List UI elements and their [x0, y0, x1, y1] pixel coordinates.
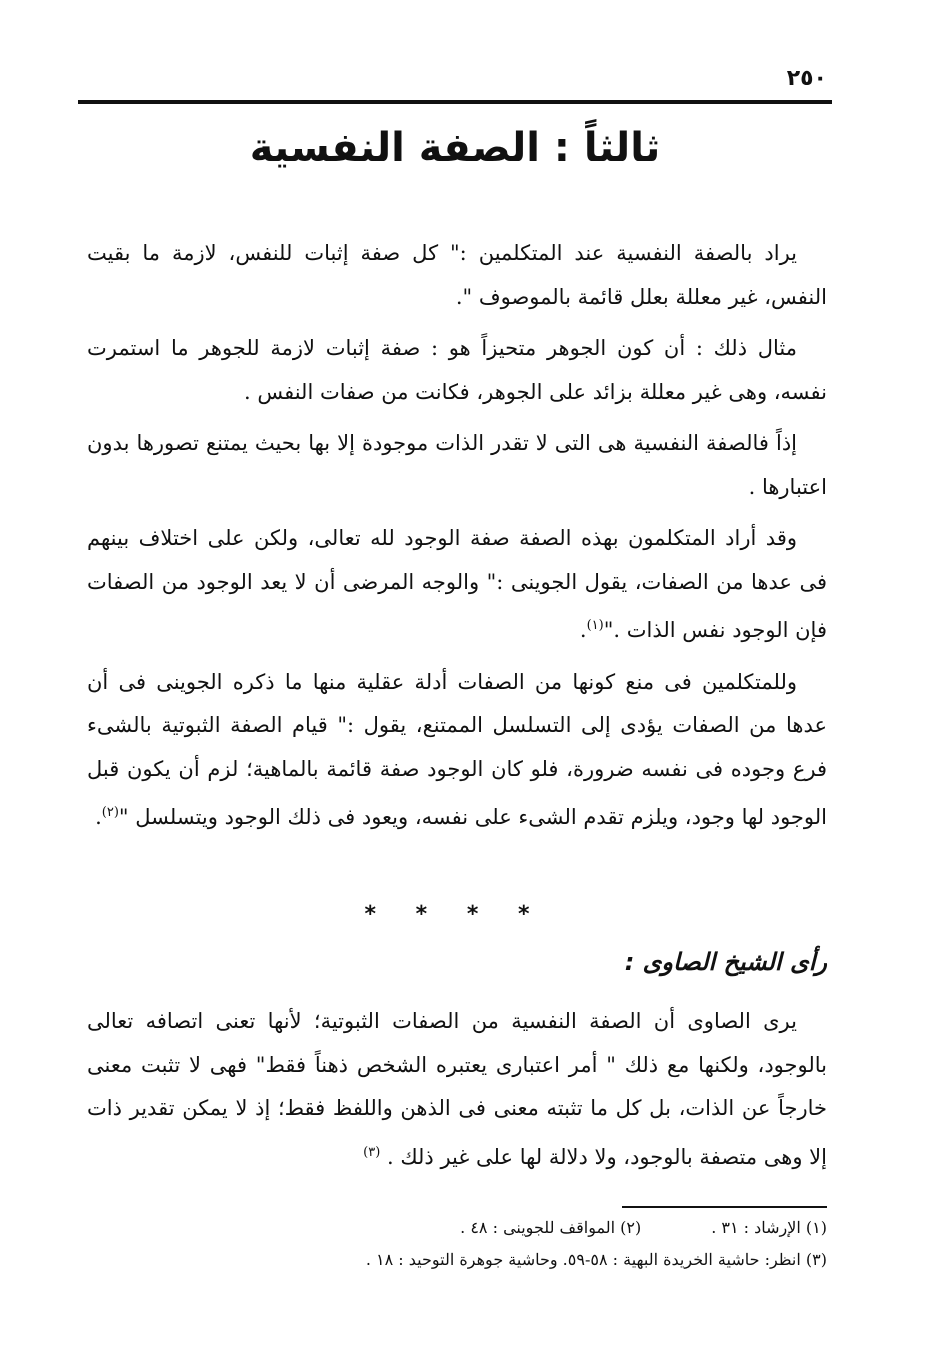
footnote-ref-2: (٢)	[101, 805, 119, 820]
section-separator: * * * *	[364, 902, 546, 927]
section-text	[87, 1000, 827, 1179]
footnote-2: (٢) المواقف للجوينى : ٤٨ .	[460, 1218, 642, 1237]
paragraph-sawi: يرى الصاوى أن الصفة النفسية من الصفات الثبوتية؛ لأنها تعنى اتصافه تعالى بالوجود، ولكنها مع ذلك " أمر اعتبارى يعتبره الشخص ذهناً فقط" فهى لا تثبت معنى خارجاً عن الذات، بل كل ما تثبته معنى فى الذهن واللفظ فقط؛ إذ لا يمكن تقدير ذات إلا وهى متصفة بالوجود، ولا دلالة لها على غير ذلك . $^{(٣)}$	[87, 1009, 827, 1169]
footnote-ref-1: (١)	[586, 618, 604, 633]
footnote-3: (٣) انظر: حاشية الخريدة البهية : ٥٨-٥٩. وحاشية جوهرة التوحيد : ١٨ .	[365, 1250, 827, 1269]
footnote-1: (١) الإرشاد : ٣١ .	[711, 1218, 827, 1237]
footnotes	[87, 1212, 827, 1276]
paragraph-existence: وقد أراد المتكلمون بهذه الصفة صفة الوجود لله تعالى، ولكن على اختلاف بينهم فى عدها من الصفات، يقول الجوينى :" والوجه المرضى أن لا يعد الوجود من الصفات فإن الوجود نفس الذات ."$^{(١)}$.	[87, 526, 827, 642]
paragraph-example: مثال ذلك : أن كون الجوهر متحيزاً هو : صفة إثبات لازمة للجوهر ما استمرت نفسه، وهى غير معللة بزائد على الجوهر، فكانت من صفات النفس .	[87, 336, 827, 404]
footnote-rule	[622, 1206, 827, 1208]
paragraph-definition: يراد بالصفة النفسية عند المتكلمين :" كل صفة إثبات للنفس، لازمة ما بقيت النفس، غير معللة بعلل قائمة بالموصوف ".	[87, 241, 827, 309]
footnote-ref-3: (٣)	[363, 1144, 381, 1160]
section-heading: رأى الشيخ الصاوى :	[624, 948, 827, 976]
footnote-row	[87, 1212, 827, 1244]
chapter-title: ثالثاً : الصفة النفسية	[249, 125, 661, 171]
body-text	[87, 232, 827, 848]
paragraph-argument: وللمتكلمين فى منع كونها من الصفات أدلة عقلية منها ما ذكره الجوينى فى أن عدها من الصفات يؤدى إلى التسلسل الممتنع، يقول :" قيام الصفة الثبوتية بالشىء فرع وجوده فى نفسه ضرورة، فلو كان الوجود صفة قائمة بالماهية؛ لزم أن يكون قبل الوجود لها وجود، ويلزم تقدم الشىء على نفسه، ويعود فى ذلك الوجود ويتسلسل "$^{(٢)}$.	[87, 669, 827, 829]
page-number: ٢٥٠	[786, 66, 827, 91]
header-rule	[78, 100, 832, 104]
paragraph-conclusion: إذاً فالصفة النفسية هى التى لا تقدر الذات موجودة إلا بها بحيث يمتنع تصورها بدون اعتبارها .	[87, 431, 827, 499]
